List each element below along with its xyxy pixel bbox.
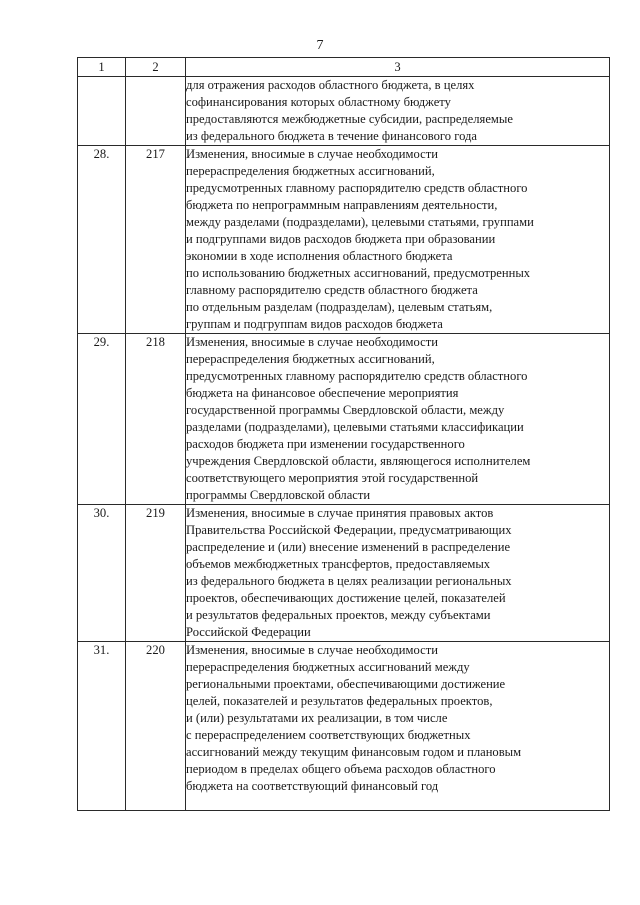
row-description [186,77,610,146]
description-line: из федерального бюджета в течение финансового года [186,129,478,143]
description-line: бюджета на соответствующий финансовый год [186,779,439,793]
header-col-1: 1 [78,58,126,77]
row-code [126,77,186,146]
description-line: региональными проектами, обеспечивающими достижение [186,677,506,691]
description-line: целей, показателей и результатов федеральных проектов, [186,694,493,708]
row-code: 219 [126,505,186,642]
description-line: распределение и (или) внесение изменений в распределение [186,540,511,554]
description-line: перераспределения бюджетных ассигнований между [186,660,470,674]
table-row [78,505,610,642]
page-number: 7 [316,38,324,53]
header-col-2: 2 [126,58,186,77]
description-line: учреждения Свердловской области, являющегося исполнителем [186,454,531,468]
row-description [186,146,610,334]
description-line: перераспределения бюджетных ассигнований, [186,164,435,178]
row-code: 218 [126,334,186,505]
row-number: 31. [78,642,126,811]
description-line: объемов межбюджетных трансфертов, предоставляемых [186,557,491,571]
table-row [78,334,610,505]
description-line: проектов, обеспечивающих достижение целей, показателей [186,591,506,605]
description-line: главному распорядителю средств областного бюджета [186,283,478,297]
description-line: предусмотренных главному распорядителю средств областного [186,369,528,383]
description-line: для отражения расходов областного бюджета, в целях [186,78,475,92]
description-line: бюджета по непрограммным направлениям деятельности, [186,198,498,212]
description-line: между разделами (подразделами), целевыми статьями, группами [186,215,534,229]
description-line: по использованию бюджетных ассигнований, предусмотренных [186,266,531,280]
description-line: предусмотренных главному распорядителю средств областного [186,181,528,195]
description-line: Изменения, вносимые в случае необходимости [186,147,438,161]
description-line: Правительства Российской Федерации, предусматривающих [186,523,512,537]
document-table [77,57,610,811]
description-line: Изменения, вносимые в случае необходимости [186,335,438,349]
row-code: 217 [126,146,186,334]
row-code: 220 [126,642,186,811]
description-line: предоставляются межбюджетные субсидии, распределяемые [186,112,513,126]
row-number: 30. [78,505,126,642]
description-line: и результатов федеральных проектов, между субъектами [186,608,491,622]
description-line: программы Свердловской области [186,488,371,502]
row-description [186,334,610,505]
description-line: Изменения, вносимые в случае необходимости [186,643,438,657]
row-description [186,505,610,642]
row-number [78,77,126,146]
description-line: расходов бюджета при изменении государственного [186,437,465,451]
table-row [78,146,610,334]
row-description [186,642,610,811]
description-line: перераспределения бюджетных ассигнований, [186,352,435,366]
description-line: по отдельным разделам (подразделам), целевым статьям, [186,300,493,314]
description-line: Российской Федерации [186,625,311,639]
description-line: соответствующего мероприятия этой государственной [186,471,479,485]
row-number: 28. [78,146,126,334]
table-row [78,77,610,146]
description-line: Изменения, вносимые в случае принятия правовых актов [186,506,494,520]
description-line: разделами (подразделами), целевыми статьями классификации [186,420,524,434]
description-line: государственной программы Свердловской области, между [186,403,505,417]
description-line: группам и подгруппам видов расходов бюджета [186,317,443,331]
table-body [78,77,610,811]
description-line: и подгруппами видов расходов бюджета при образовании [186,232,496,246]
description-line: экономии в ходе исполнения областного бюджета [186,249,453,263]
description-line: и (или) результатами их реализации, в том числе [186,711,448,725]
row-number: 29. [78,334,126,505]
description-line: с перераспределением соответствующих бюджетных [186,728,471,742]
description-line: периодом в пределах общего объема расходов областного [186,762,496,776]
description-line: бюджета на финансовое обеспечение мероприятия [186,386,459,400]
table-row [78,642,610,811]
description-line: из федерального бюджета в целях реализации региональных [186,574,512,588]
description-line: ассигнований между текущим финансовым годом и плановым [186,745,522,759]
header-col-3: 3 [186,58,610,77]
description-line: софинансирования которых областному бюджету [186,95,451,109]
table-header-row [78,58,610,77]
